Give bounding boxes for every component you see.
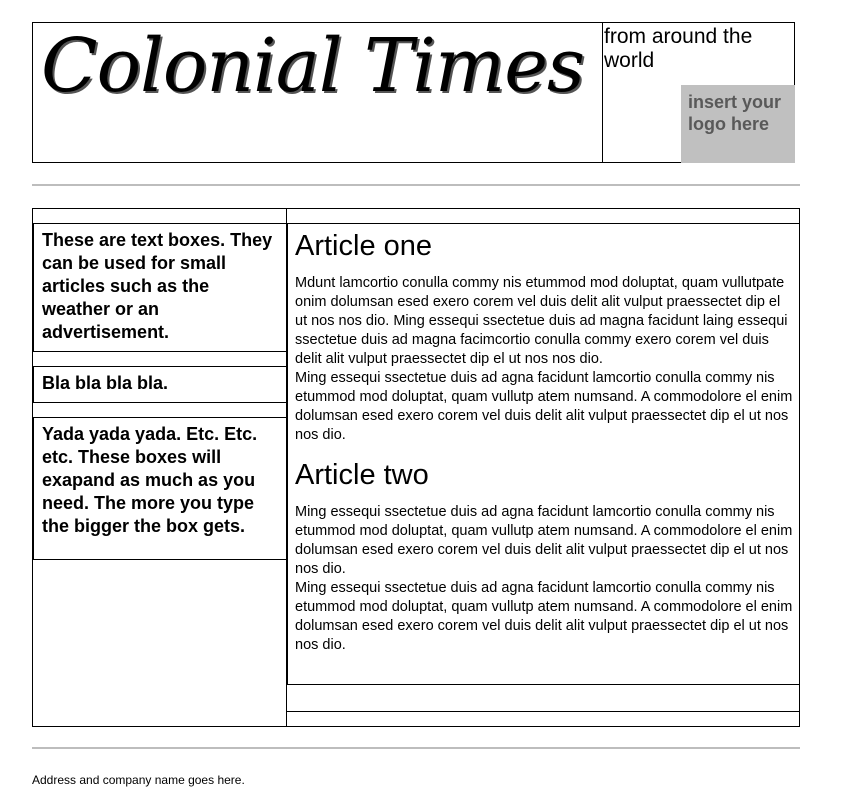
masthead-divider [602,23,603,162]
sidebar-text-box[interactable]: These are text boxes. They can be used for small articles such as the weather or an advertisement. [33,223,287,352]
tagline: from around the world [604,25,753,72]
logo-placeholder[interactable]: insert your logo here [681,85,795,163]
sidebar-text-box[interactable]: Bla bla bla bla. [33,366,287,403]
top-rule [32,184,800,186]
article-paragraph: Ming essequi ssectetue duis ad agna facidunt lamcortio conulla commy nis etummod mod doluptat, quam vullutp atem numsand. A commodolore el enim dolumsan esed exero corem vel duis delit alit vulput praessectet dip el ut nos nos dio. [295,580,793,653]
article-paragraph: Ming essequi ssectetue duis ad agna facidunt lamcortio conulla commy nis etummod mod doluptat, quam vullutp atem numsand. A commodolore el enim dolumsan esed exero corem vel duis delit alit vulput praessectet dip el ut nos nos dio. [295,370,793,443]
newspaper-title: Colonial Times [41,23,584,109]
article-heading: Article two [295,459,429,491]
article-paragraph: Ming essequi ssectetue duis ad agna facidunt lamcortio conulla commy nis etummod mod doluptat, quam vullutp atem numsand. A commodolore el enim dolumsan esed exero corem vel duis delit alit vulput praessectet dip el ut nos nos dio. [295,504,793,577]
content-area [32,208,800,727]
footer-address: Address and company name goes here. [32,773,245,787]
bottom-rule [32,747,800,749]
article-paragraph: Mdunt lamcortio conulla commy nis etummod mod doluptat, quam vullutpate onim dolumsan esed exero corem vel duis delit alit vulput praessectet dip el ut nos nos dio. Ming essequi ssectetue duis ad magna facidunt laing essequi ssectetue duis ad magna facimcortio conulla commy exero corem vel duis delit alit vulput praessectet dip el ut nos nos dio. [295,275,788,367]
sidebar-text-box[interactable]: Yada yada yada. Etc. Etc. etc. These boxes will exapand as much as you need. The more you type the bigger the box gets. [33,417,287,560]
articles-bottom-rule [287,711,800,712]
article-heading: Article one [295,230,433,262]
articles-box[interactable] [287,223,800,685]
masthead [32,22,795,163]
